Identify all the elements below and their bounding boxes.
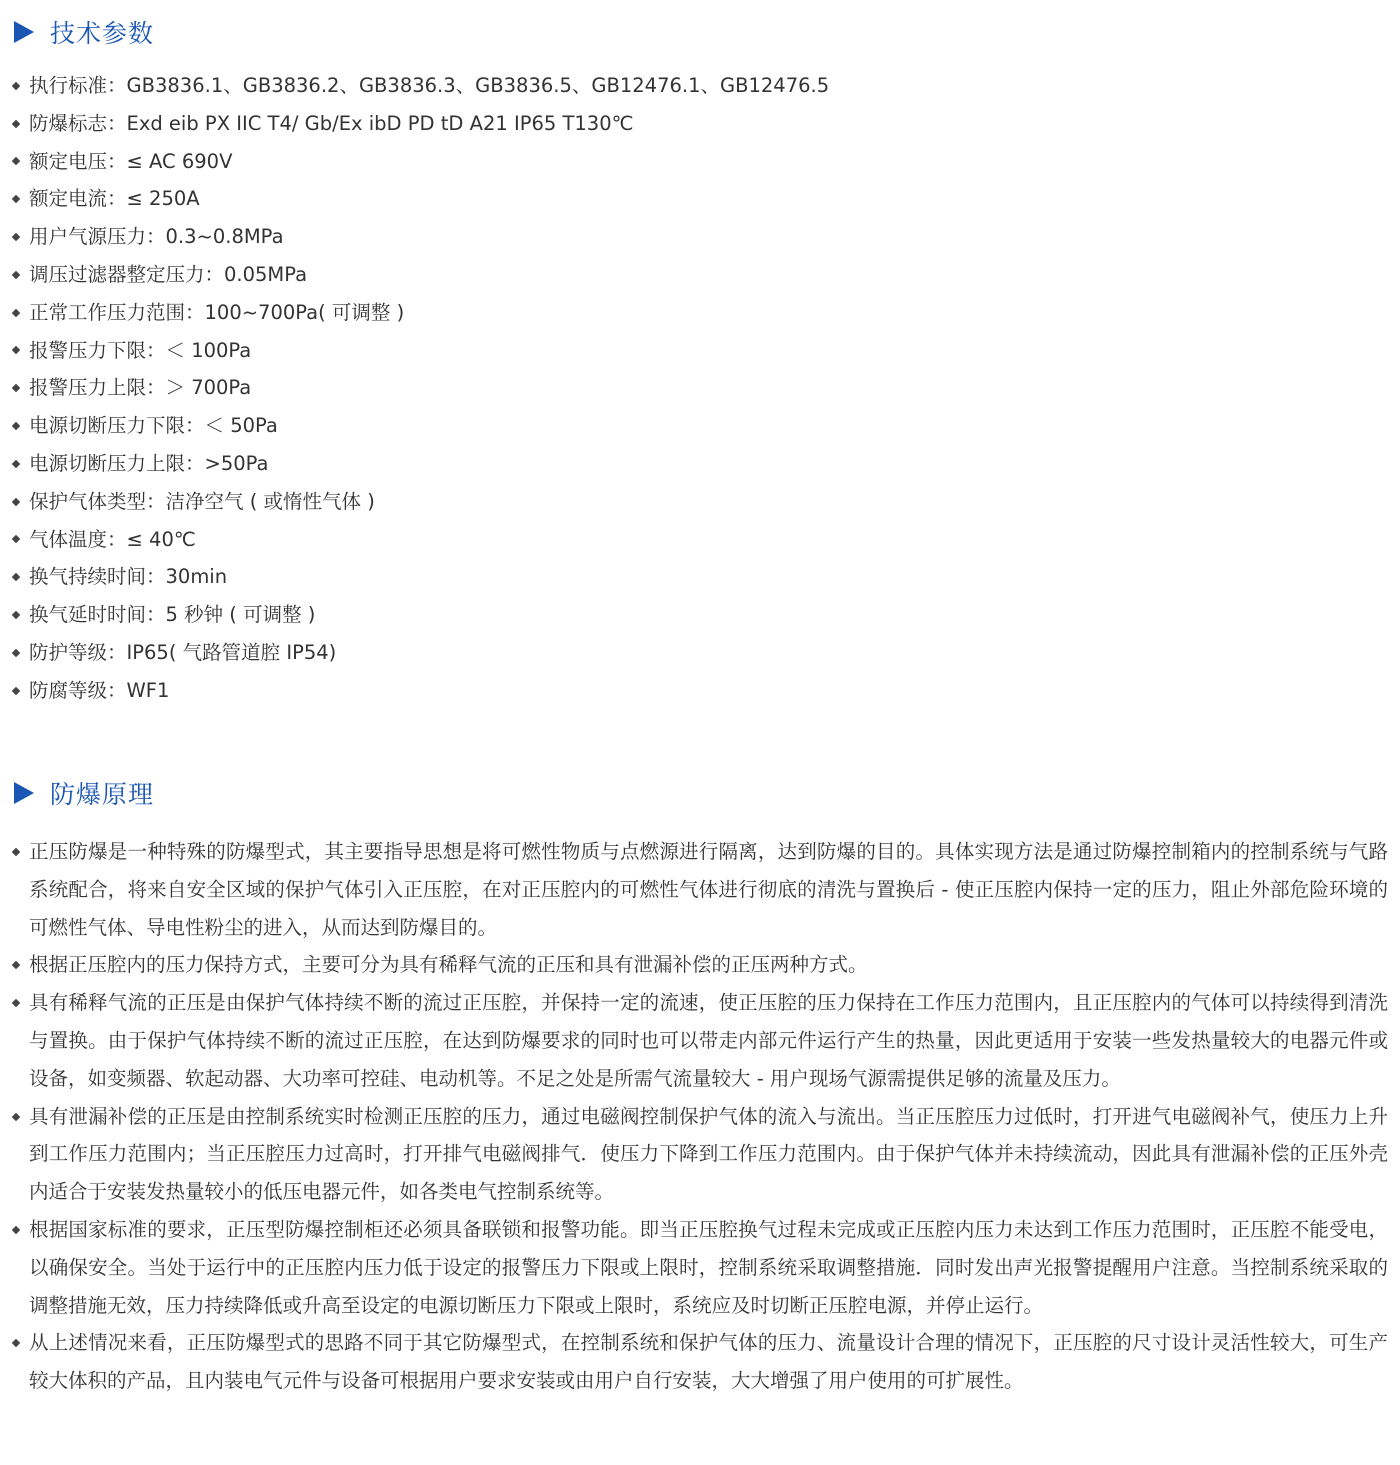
tech-params-header xyxy=(0,12,1400,52)
list-item: 调压过滤器整定压力：0.05MPa xyxy=(0,256,1400,294)
diamond-bullet-icon xyxy=(12,848,20,856)
diamond-bullet-icon xyxy=(12,535,20,543)
diamond-bullet-icon xyxy=(12,961,20,969)
diamond-bullet-icon xyxy=(12,497,20,505)
list-item: 报警压力下限：＜ 100Pa xyxy=(0,332,1400,370)
tech-params-list xyxy=(0,67,1400,710)
diamond-bullet-icon xyxy=(12,195,20,203)
principle-header xyxy=(0,773,1400,813)
list-item: 电源切断压力下限：＜ 50Pa xyxy=(0,407,1400,445)
diamond-bullet-icon xyxy=(12,460,20,468)
list-item: 从上述情况来看，正压防爆型式的思路不同于其它防爆型式，在控制系统和保护气体的压力、流量设计合理的情况下，正压腔的尺寸设计灵活性较大，可生产较大体积的产品，且内装电气元件与设备可根据用户要求安装或由用户自行安装，大大增强了用户使用的可扩展性。 xyxy=(0,1324,1400,1400)
diamond-bullet-icon xyxy=(12,1226,20,1234)
list-item: 换气延时时间：5 秒钟 ( 可调整 ) xyxy=(0,596,1400,634)
list-item: 防爆标志：Exd eib PX IIC T4/ Gb/Ex ibD PD tD A21 IP65 T130℃ xyxy=(0,105,1400,143)
list-item: 额定电流：≤ 250A xyxy=(0,180,1400,218)
diamond-bullet-icon xyxy=(12,999,20,1007)
diamond-bullet-icon xyxy=(12,233,20,241)
diamond-bullet-icon xyxy=(12,119,20,127)
diamond-bullet-icon xyxy=(12,157,20,165)
list-item: 根据正压腔内的压力保持方式，主要可分为具有稀释气流的正压和具有泄漏补偿的正压两种方式。 xyxy=(0,946,1400,984)
list-item: 电源切断压力上限：>50Pa xyxy=(0,445,1400,483)
diamond-bullet-icon xyxy=(12,686,20,694)
diamond-bullet-icon xyxy=(12,271,20,279)
diamond-bullet-icon xyxy=(12,573,20,581)
diamond-bullet-icon xyxy=(12,1112,20,1120)
diamond-bullet-icon xyxy=(12,384,20,392)
list-item: 防护等级：IP65( 气路管道腔 IP54) xyxy=(0,634,1400,672)
list-item: 具有稀释气流的正压是由保护气体持续不断的流过正压腔，并保持一定的流速，使正压腔的压力保持在工作压力范围内，且正压腔内的气体可以持续得到清洗与置换。由于保护气体持续不断的流过正压腔，在达到防爆要求的同时也可以带走内部元件运行产生的热量，因此更适用于安装一些发热量较大的电器元件或设备，如变频器、软起动器、大功率可控硅、电动机等。不足之处是所需气流量较大 - 用户现场气源需提供足够的流量及压力。 xyxy=(0,984,1400,1097)
principle-title: 防爆原理 xyxy=(50,780,155,809)
diamond-bullet-icon xyxy=(12,422,20,430)
principle-section xyxy=(0,773,1400,1400)
diamond-bullet-icon xyxy=(12,649,20,657)
diamond-bullet-icon xyxy=(12,82,20,90)
triangle-right-icon xyxy=(14,782,34,804)
list-item: 根据国家标准的要求，正压型防爆控制柜还必须具备联锁和报警功能。即当正压腔换气过程未完成或正压腔内压力未达到工作压力范围时，正压腔不能受电，以确保安全。当处于运行中的正压腔内压力低于设定的报警压力下限或上限时，控制系统采取调整措施．同时发出声光报警提醒用户注意。当控制系统采取的调整措施无效，压力持续降低或升高至设定的电源切断压力下限或上限时，系统应及时切断正压腔电源，并停止运行。 xyxy=(0,1211,1400,1324)
tech-params-title: 技术参数 xyxy=(50,19,155,48)
tech-params-section xyxy=(0,12,1400,710)
principle-list xyxy=(0,833,1400,1400)
diamond-bullet-icon xyxy=(12,308,20,316)
list-item: 具有泄漏补偿的正压是由控制系统实时检测正压腔的压力，通过电磁阀控制保护气体的流入与流出。当正压腔压力过低时，打开进气电磁阀补气，使压力上升到工作压力范围内；当正压腔压力过高时，打开排气电磁阀排气．使压力下降到工作压力范围内。由于保护气体并未持续流动，因此具有泄漏补偿的正压外壳内适合于安装发热量较小的低压电器元件，如各类电气控制系统等。 xyxy=(0,1098,1400,1211)
list-item: 气体温度：≤ 40℃ xyxy=(0,521,1400,559)
list-item: 保护气体类型：洁净空气 ( 或惰性气体 ) xyxy=(0,483,1400,521)
list-item: 正常工作压力范围：100~700Pa( 可调整 ) xyxy=(0,294,1400,332)
list-item: 用户气源压力：0.3~0.8MPa xyxy=(0,218,1400,256)
list-item: 防腐等级：WF1 xyxy=(0,672,1400,710)
diamond-bullet-icon xyxy=(12,611,20,619)
list-item: 正压防爆是一种特殊的防爆型式，其主要指导思想是将可燃性物质与点燃源进行隔离，达到防爆的目的。具体实现方法是通过防爆控制箱内的控制系统与气路系统配合，将来自安全区域的保护气体引入正压腔，在对正压腔内的可燃性气体进行彻底的清洗与置换后 - 使正压腔内保持一定的压力，阻止外部危险环境的可燃性气体、导电性粉尘的进入，从而达到防爆目的。 xyxy=(0,833,1400,946)
triangle-right-icon xyxy=(14,21,34,43)
list-item: 额定电压：≤ AC 690V xyxy=(0,143,1400,181)
diamond-bullet-icon xyxy=(12,1339,20,1347)
list-item: 换气持续时间：30min xyxy=(0,558,1400,596)
diamond-bullet-icon xyxy=(12,346,20,354)
list-item: 执行标准：GB3836.1、GB3836.2、GB3836.3、GB3836.5、GB12476.1、GB12476.5 xyxy=(0,67,1400,105)
list-item: 报警压力上限：＞ 700Pa xyxy=(0,369,1400,407)
